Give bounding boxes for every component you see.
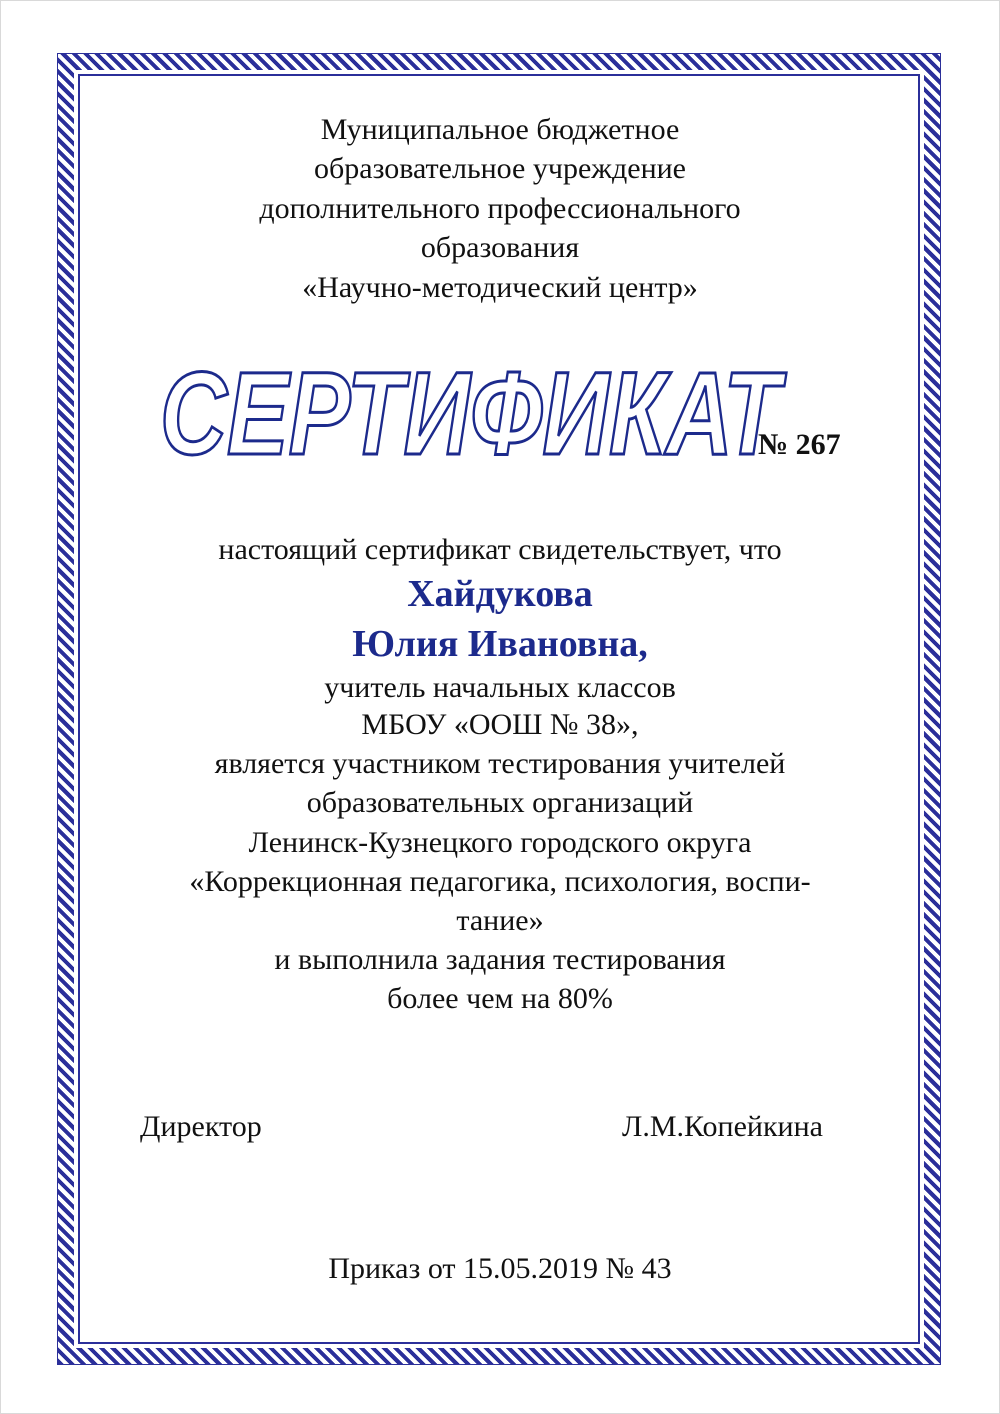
organization-line-5: «Научно-методический центр» <box>302 271 698 304</box>
order-reference: Приказ от 15.05.2019 № 43 <box>328 1252 672 1285</box>
organization-line-4: образования <box>420 231 580 264</box>
signature-name: Л.М.Копейкина <box>622 1110 823 1143</box>
recipient-school: МБОУ «ООШ № 38», <box>361 708 639 741</box>
certificate-title-text: СЕРТИФИКАТ <box>160 350 787 470</box>
recipient-position: учитель начальных классов <box>324 671 676 704</box>
body-line-2: образовательных организаций <box>306 786 694 819</box>
recipient-surname: Хайдукова <box>407 573 593 615</box>
certificate-number: № 267 <box>758 428 841 461</box>
organization-line-2: образовательное учреждение <box>313 152 686 185</box>
body-line-4: «Коррекционная педагогика, психология, воспи- <box>189 865 811 898</box>
body-line-7: более чем на 80% <box>387 982 613 1015</box>
body-line-3: Ленинск-Кузнецкого городского округа <box>248 826 752 859</box>
body-line-6: и выполнила задания тестирования <box>274 943 726 976</box>
certificate-title <box>150 350 790 470</box>
body-line-5: тание» <box>456 904 544 937</box>
intro-text: настоящий сертификат свидетельствует, что <box>218 533 782 566</box>
signature-role: Директор <box>140 1110 262 1143</box>
organization-line-1: Муниципальное бюджетное <box>320 113 680 146</box>
body-line-1: является участником тестирования учителей <box>214 747 786 780</box>
organization-line-3: дополнительного профессионального <box>259 192 741 225</box>
recipient-given-names: Юлия Ивановна, <box>352 623 648 665</box>
